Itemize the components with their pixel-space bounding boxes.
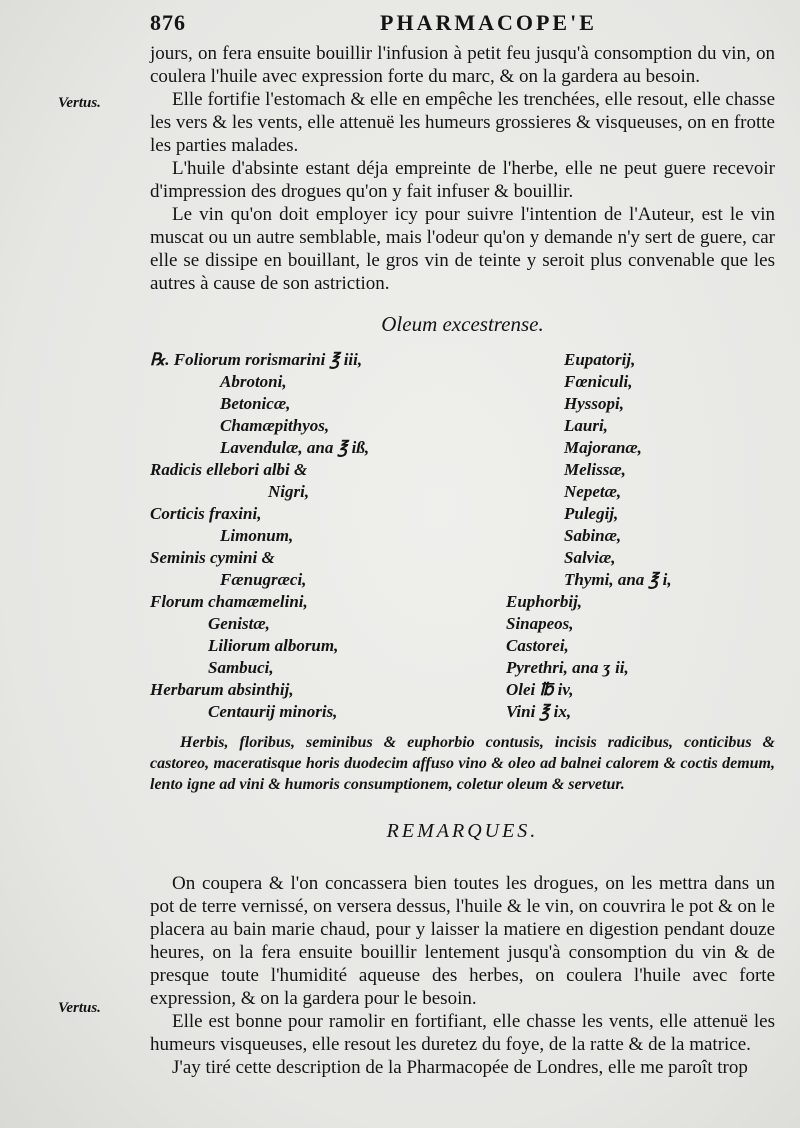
ingredient: Liliorum alborum, [208,636,339,655]
ingredient: Fœniculi, [564,372,633,391]
running-title: PHARMACOPE'E [380,10,597,35]
paragraph: jours, on fera ensuite bouillir l'infusion à petit feu jusqu'à consomption du vin, on coulera l'huile avec expression forte du marc, & on la gardera au besoin. [150,43,775,87]
ingredient: Lavendulæ, ana ℥ iß, [220,438,370,457]
ingredient: Abrotoni, [220,372,287,391]
ingredient: Sinapeos, [506,614,574,633]
paragraph: Elle est bonne pour ramolir en fortifiant, elle chasse les vents, elle attenuë les humeurs visqueuses, elle resout les duretez du foye, de la ratte & de la matrice. [150,1011,775,1055]
ingredient: Euphorbij, [506,592,583,611]
ingredient: Florum chamæmelini, [150,592,308,611]
remarques-title: REMARQUES. [386,820,539,842]
ingredient: Betonicæ, [220,394,291,413]
ingredient: Radicis ellebori albi & [150,460,308,479]
page-number: 876 [150,10,186,35]
ingredient: Pulegij, [564,504,619,523]
margin-note-vertus: Vertus. [58,1000,101,1016]
ingredient: Vini ℥ ix, [506,702,572,721]
ingredient: Corticis fraxini, [150,504,262,523]
ingredient: Castorei, [506,636,569,655]
page-header [150,8,770,40]
ingredient: Limonum, [220,526,294,545]
paragraph: On coupera & l'on concassera bien toutes les drogues, on les mettra dans un pot de terre vernissé, on versera dessus, l'huile & le vin, on couvrira le pot & on le placera au bain marie chaud, pour y laisser la matiere en digestion pendant douze heures, on la fera ensuite bouillir lentement jusqu'à consomption du vin & de presque toute l'humidité aqueuse des herbes, on coulera l'huile avec forte expression, & on la gardera pour le besoin. [150,873,775,1009]
ingredient: Seminis cymini & [150,548,275,567]
ingredient: Nepetæ, [564,482,622,501]
ingredient: Salviæ, [564,548,616,567]
ingredient: Lauri, [564,416,608,435]
ingredient: Pyrethri, ana ʒ ii, [506,658,629,677]
ingredient: Chamæpithyos, [220,416,330,435]
ingredient: Thymi, ana ℥ i, [564,570,672,589]
ingredient: Majoranæ, [564,438,642,457]
ingredient: Fænugræci, [220,570,307,589]
latin-instruction: Herbis, floribus, seminibus & euphorbio contusis, incisis radicibus, conticibus & castoreo, maceratisque horis duodecim affuso vino & oleo ad balnei calorem & coctis demum, lento igne ad vini & humoris consumptionem, coletur oleum & servetur. [150,734,775,793]
ingredient: Sabinæ, [564,526,622,545]
ingredient: Melissæ, [564,460,626,479]
paragraph: J'ay tiré cette description de la Pharmacopée de Londres, elle me paroît trop [172,1057,748,1078]
bottom-text [150,872,775,1079]
ingredient: Hyssopi, [564,394,624,413]
ingredient: ℞. Foliorum rorismarini ℥ iii, [150,350,363,369]
ingredient: Genistæ, [208,614,270,633]
ingredient: Centaurij minoris, [208,702,338,721]
paragraph: L'huile d'absinte estant déja empreinte de l'herbe, elle ne peut guere recevoir d'impression des drogues qu'on y fait infuser & bouillir. [150,158,775,202]
ingredient: Sambuci, [208,658,274,677]
ingredient: Olei ℔ iv, [506,680,574,699]
paragraph: Elle fortifie l'estomach & elle en empêche les trenchées, elle resout, elle chasse les vers & les vents, elle attenuë les humeurs grossieres & visqueuses, on en frotte les parties malades. [150,89,775,156]
margin-note-vertus: Vertus. [58,95,101,111]
ingredient: Eupatorij, [564,350,636,369]
ingredient: Herbarum absinthij, [150,680,294,699]
paragraph: Le vin qu'on doit employer icy pour suivre l'intention de l'Auteur, est le vin muscat ou un autre semblable, mais l'odeur qu'on y demande n'y sert de guere, car elle se dissipe en bouillant, le gros vin de teinte y seroit plus convenable que les autres à cause de son astriction. [150,204,775,294]
ingredient: Nigri, [268,482,310,501]
section-title: Oleum excestrense. [381,312,544,336]
recipe-list [150,350,770,722]
top-text [150,42,775,295]
